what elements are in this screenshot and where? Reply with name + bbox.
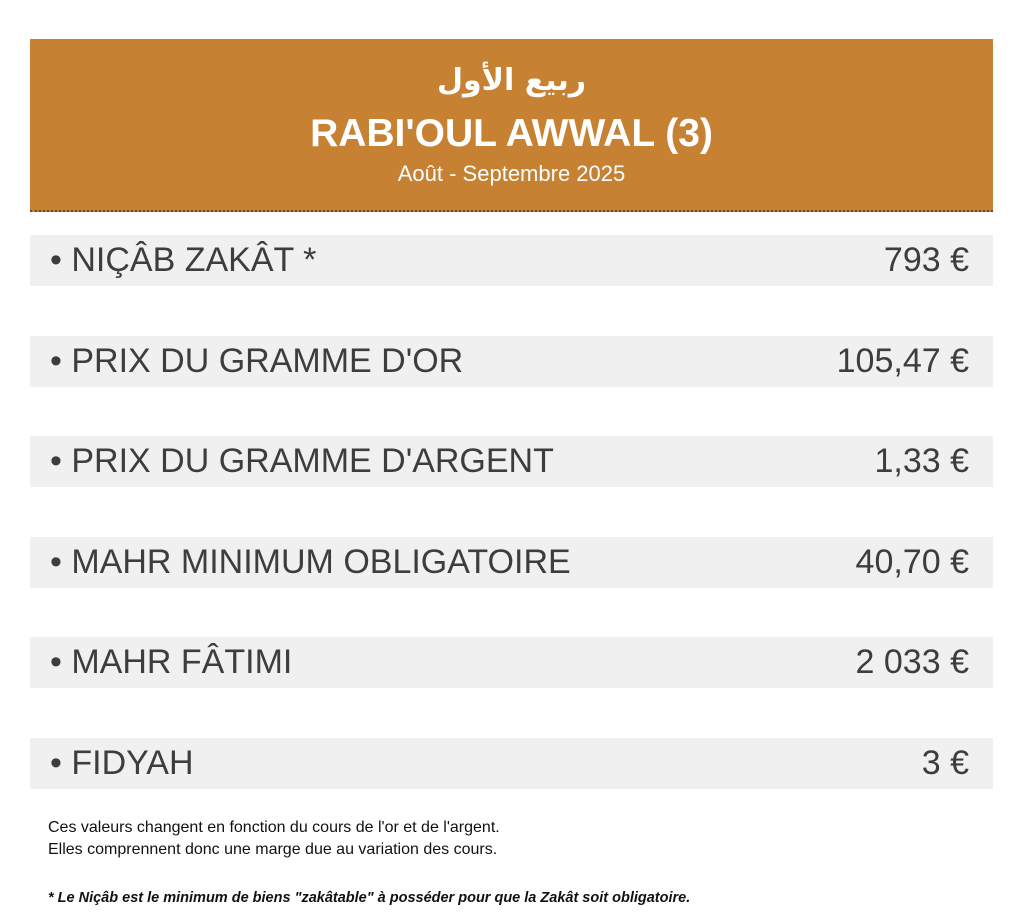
values-list [30, 235, 993, 838]
row-label: • PRIX DU GRAMME D'OR [50, 341, 464, 380]
row-mahr-fatimi [30, 637, 993, 688]
footnote: * Le Niçâb est le minimum de biens "zakâtable" à posséder pour que la Zakât soit obligatoire. [48, 890, 691, 906]
row-label: • NIÇÂB ZAKÂT * [50, 241, 317, 279]
row-value: 1,33 € [874, 442, 969, 480]
row-value: 2 033 € [855, 643, 969, 681]
row-label: • MAHR FÂTIMI [50, 643, 293, 681]
notes [48, 817, 988, 861]
row-silver-price [30, 436, 993, 487]
row-value: 40,70 € [855, 542, 969, 581]
note-line-1: Ces valeurs changent en fonction du cours de l'or et de l'argent. [48, 819, 500, 836]
header-banner [30, 39, 993, 212]
row-value: 793 € [883, 241, 969, 279]
row-fidyah [30, 738, 993, 789]
note-line-2: Elles comprennent donc une marge due au variation des cours. [48, 841, 498, 858]
arabic-month-title: ربيع الأول [436, 63, 587, 98]
row-label: • MAHR MINIMUM OBLIGATOIRE [50, 542, 571, 581]
row-mahr-minimum [30, 537, 993, 588]
month-title: RABI'OUL AWWAL (3) [310, 112, 713, 155]
row-nicab-zakat [30, 235, 993, 286]
row-value: 3 € [921, 743, 969, 782]
row-label: • FIDYAH [50, 743, 194, 782]
row-value: 105,47 € [836, 341, 969, 380]
row-gold-price [30, 336, 993, 387]
date-range-subtitle: Août - Septembre 2025 [397, 161, 626, 186]
row-label: • PRIX DU GRAMME D'ARGENT [50, 442, 554, 480]
